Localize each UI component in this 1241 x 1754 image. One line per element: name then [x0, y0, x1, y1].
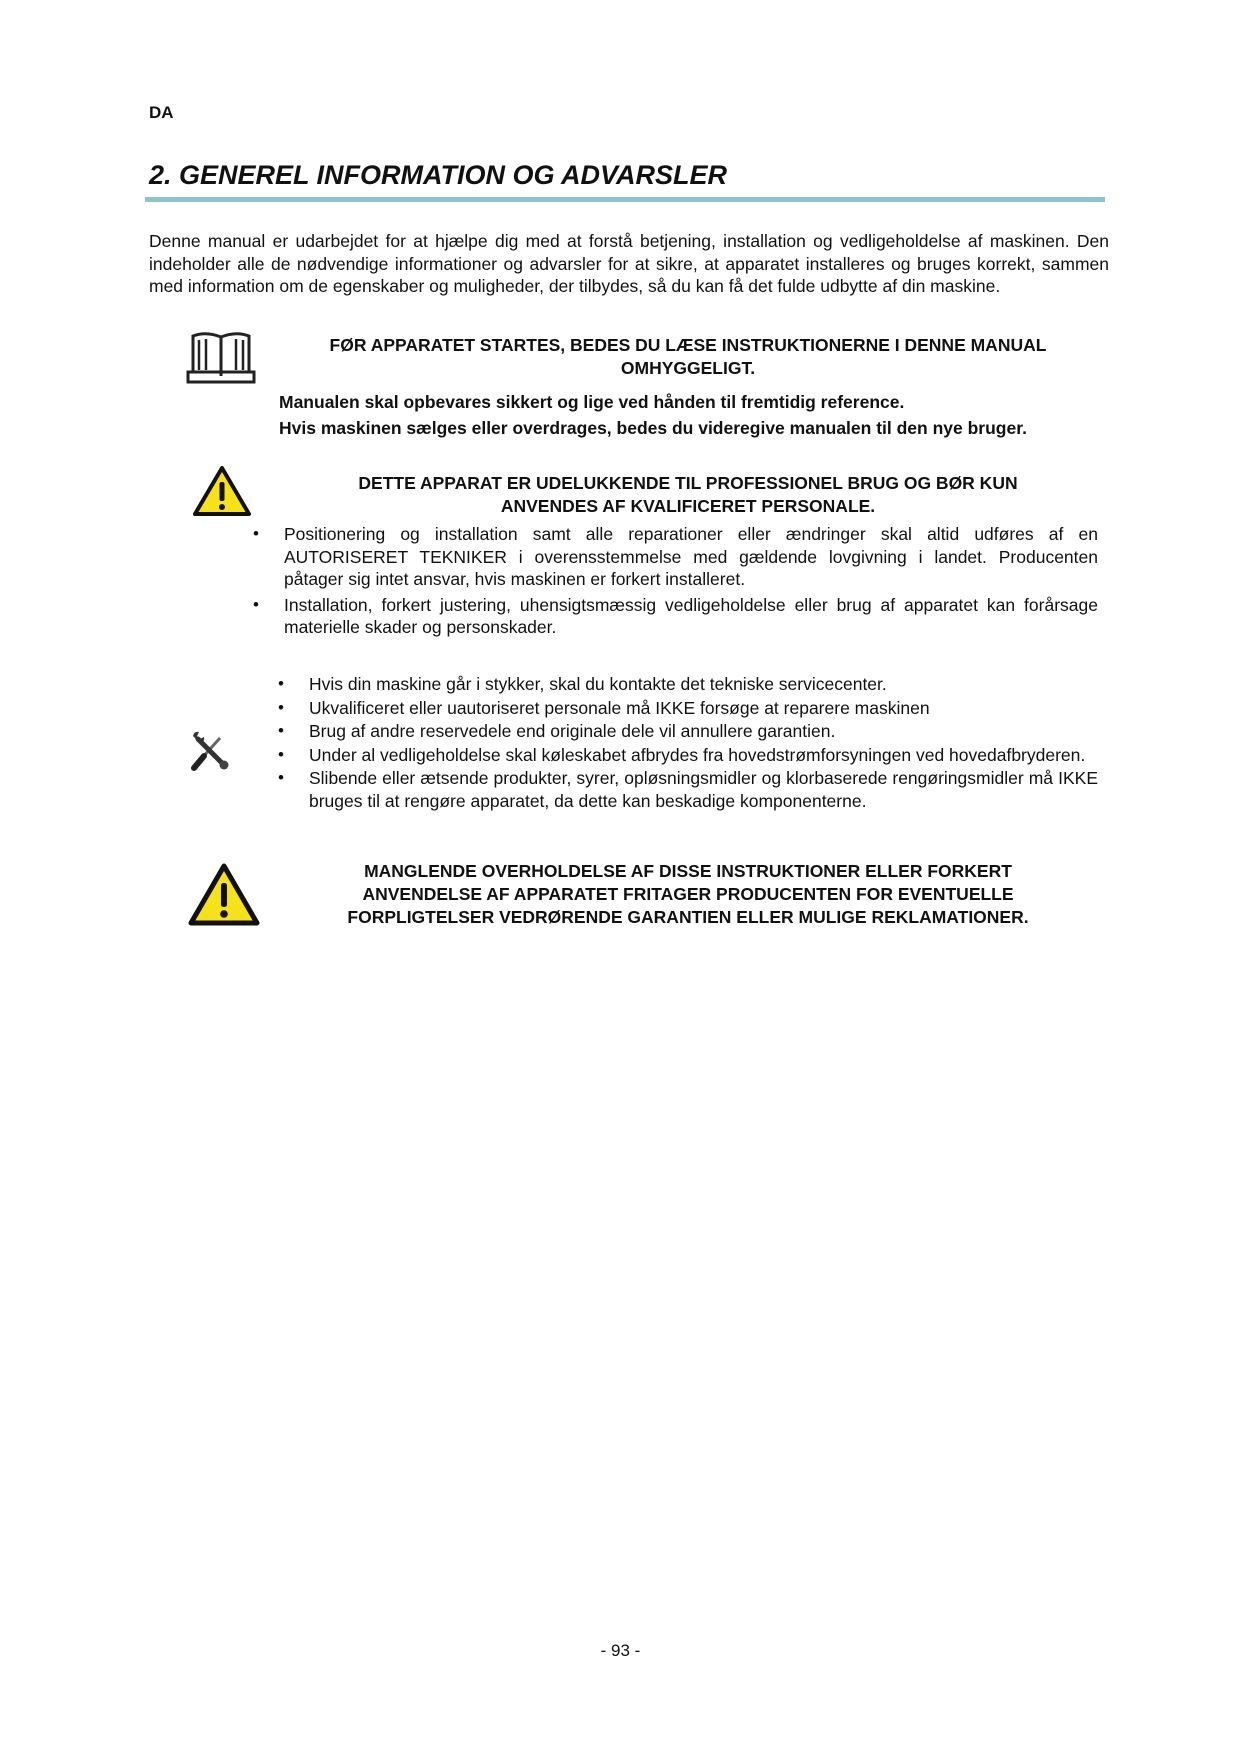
list-item-text: Under al vedligeholdelse skal køleskabet afbrydes fra hovedstrømforsyningen ved hovedafbryderen. — [309, 744, 1086, 765]
warning-heading — [278, 472, 1098, 518]
warning-heading-line1: DETTE APPARAT ER UDELUKKENDE TIL PROFESSIONEL BRUG OG BØR KUN — [358, 473, 1018, 493]
language-code: DA — [149, 103, 174, 122]
list-item-text: Installation, forkert justering, uhensigtsmæssig vedligeholdelse eller brug af apparatet kan forårsage materielle skader og personskader. — [284, 594, 1098, 637]
list-item-text: Slibende eller ætsende produkter, syrer, opløsningsmidler og klorbaserede rengøringsmidler må IKKE bruges til at rengøre apparatet, da dette kan beskadige komponenterne. — [309, 768, 1098, 811]
final-warning-line1: MANGLENDE OVERHOLDELSE AF DISSE INSTRUKTIONER ELLER FORKERT — [364, 861, 1012, 881]
list-item — [253, 594, 1098, 639]
list-item — [278, 720, 1098, 743]
book-icon — [186, 328, 256, 384]
final-warning-line3: FORPLIGTELSER VEDRØRENDE GARANTIEN ELLER MULIGE REKLAMATIONER. — [347, 907, 1029, 927]
warning-bullet-list — [253, 523, 1098, 639]
warning-triangle-icon — [187, 862, 261, 927]
title-rule — [145, 197, 1105, 202]
bullet-marker: • — [278, 744, 284, 764]
bullet-marker: • — [278, 674, 284, 693]
manual-transfer-note: Hvis maskinen sælges eller overdrages, bedes du videregive manualen til den nye bruger. — [279, 418, 1027, 438]
page-number: - 93 - — [600, 1641, 641, 1660]
bullet-marker: • — [253, 594, 259, 614]
section-title: 2. GENEREL INFORMATION OG ADVARSLER — [149, 160, 728, 190]
warning-heading-line2: ANVENDES AF KVALIFICERET PERSONALE. — [500, 496, 876, 516]
manual-heading — [278, 334, 1098, 380]
tools-icon — [190, 730, 232, 772]
list-item-text: Hvis din maskine går i stykker, skal du kontakte det tekniske servicecenter. — [309, 674, 887, 694]
manual-heading-line2: OMHYGGELIGT. — [620, 358, 756, 378]
list-item — [278, 673, 1098, 696]
bullet-marker: • — [278, 768, 284, 787]
list-item-text: Brug af andre reservedele end originale dele vil annullere garantien. — [309, 721, 836, 741]
bullet-marker: • — [278, 721, 284, 740]
final-warning-line2: ANVENDELSE AF APPARATET FRITAGER PRODUCENTEN FOR EVENTUELLE — [362, 884, 1014, 904]
list-item-text: Ukvalificeret eller uautoriseret personale må IKKE forsøge at reparere maskinen — [309, 697, 930, 718]
manual-keep-note: Manualen skal opbevares sikkert og lige ved hånden til fremtidig reference. — [279, 392, 905, 412]
bullet-marker: • — [278, 697, 284, 717]
intro-paragraph: Denne manual er udarbejdet for at hjælpe dig med at forstå betjening, installation og vedligeholdelse af maskinen. Den indeholder alle de nødvendige informationer og advarsler for at sikre, at apparatet installeres og bruges korrekt, sammen med information om de egenskaber og muligheder, der tilbydes, så du kan få det fulde udbytte af din maskine. — [149, 231, 1109, 296]
list-item — [253, 523, 1098, 591]
list-item-text: Positionering og installation samt alle reparationer eller ændringer skal altid udføres af en AUTORISERET TEKNIKER i overensstemmelse med gældende lovgivning i landet. Producenten påtager sig intet ansvar, hvis maskinen er forkert installeret. — [284, 524, 1098, 589]
manual-heading-line1: FØR APPARATET STARTES, BEDES DU LÆSE INSTRUKTIONERNE I DENNE MANUAL — [329, 335, 1047, 355]
warning-triangle-icon — [192, 465, 252, 517]
list-item — [278, 767, 1098, 812]
list-item — [278, 697, 1098, 720]
service-bullet-list — [278, 673, 1098, 812]
list-item — [278, 744, 1098, 767]
final-warning-text — [278, 860, 1098, 929]
bullet-marker: • — [253, 524, 259, 543]
